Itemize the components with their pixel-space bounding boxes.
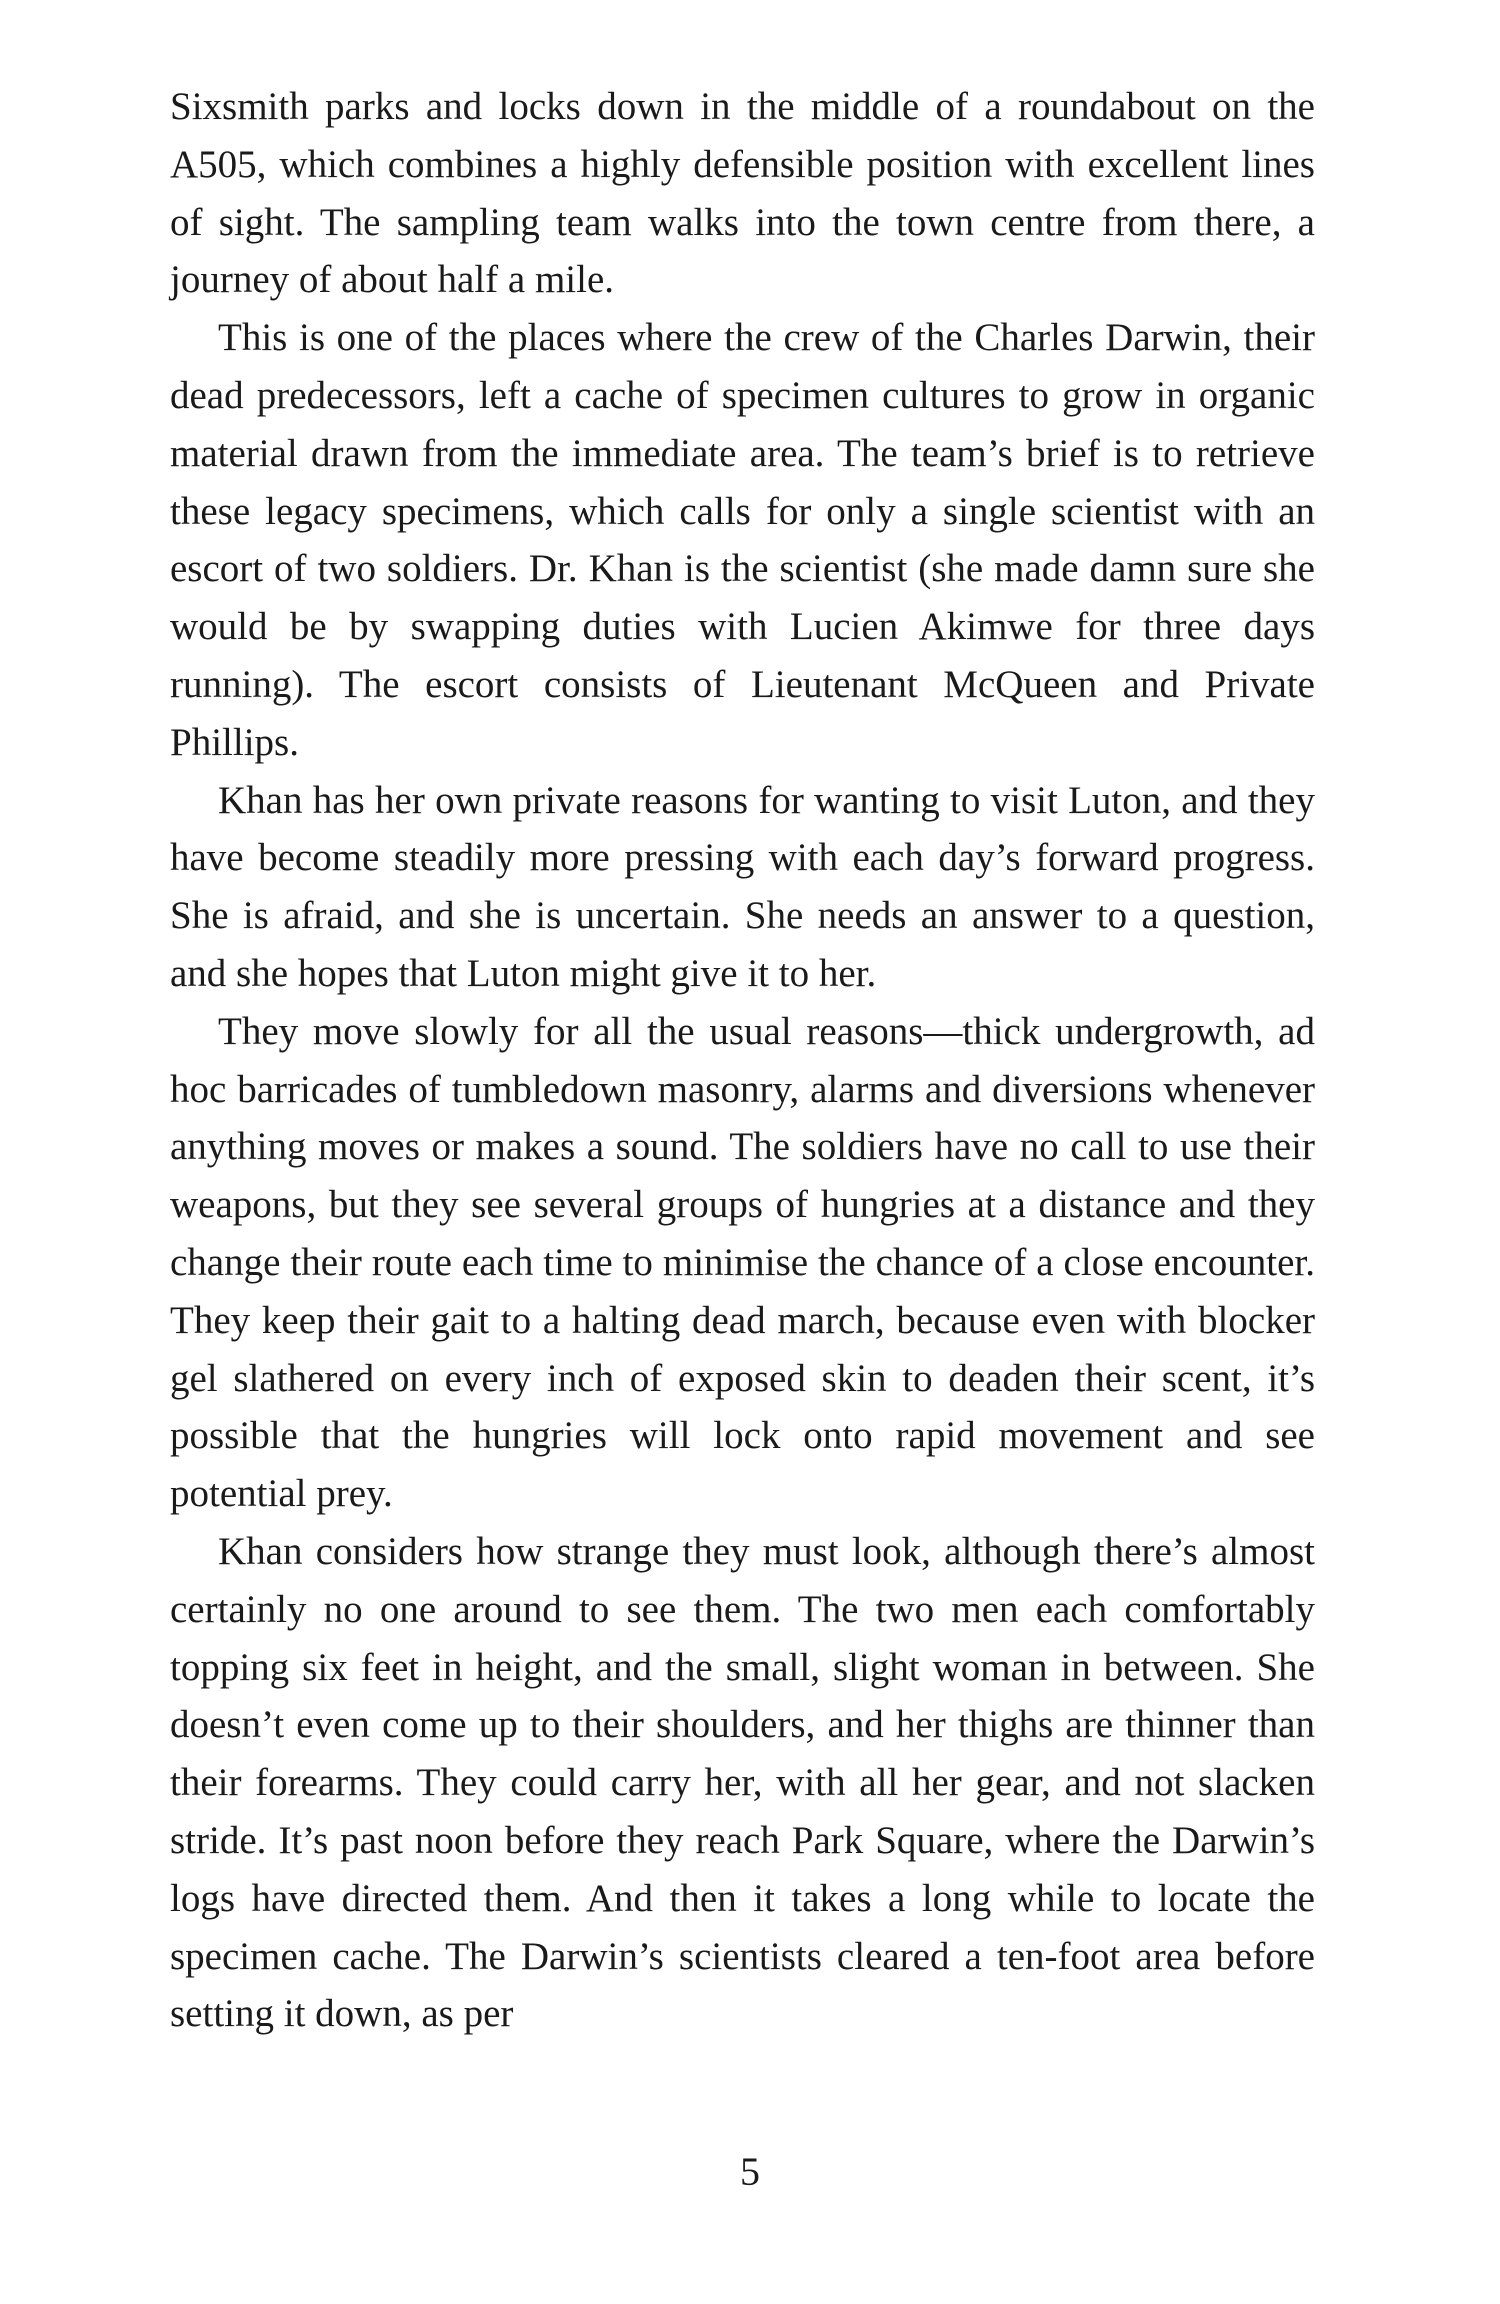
paragraph-4: They move slowly for all the usual reasons—thick undergrowth, ad hoc barricades of tumbledown masonry, alarms and diversions whenever anything moves or makes a sound. The soldiers have no call to use their weapons, but they see several groups of hungries at a distance and they change their route each time to minimise the chance of a close encounter. They keep their gait to a halting dead march, because even with blocker gel slathered on every inch of exposed skin to deaden their scent, it’s possible that the hungries will lock onto rapid movement and see potential prey. [170, 1009, 1315, 1516]
paragraph-2: This is one of the places where the crew of the Charles Darwin, their dead predecessors, left a cache of specimen cultures to grow in organic material drawn from the immediate area. The team’s brief is to retrieve these legacy specimens, which calls for only a single scientist with an escort of two soldiers. Dr. Khan is the scientist (she made damn sure she would be by swapping duties with Lucien Akimwe for three days running). The escort consists of Lieutenant McQueen and Private Phillips. [170, 316, 1315, 764]
book-page-body [170, 78, 1315, 2043]
paragraph-1: Sixsmith parks and locks down in the middle of a roundabout on the A505, which combines a highly defensible position with excellent lines of sight. The sampling team walks into the town centre from there, a journey of about half a mile. [170, 85, 1315, 302]
paragraph-3: Khan has her own private reasons for wanting to visit Luton, and they have become steadily more pressing with each day’s forward progress. She is afraid, and she is uncertain. She needs an answer to a question, and she hopes that Luton might give it to her. [170, 778, 1315, 995]
paragraph-5: Khan considers how strange they must look, although there’s almost certainly no one around to see them. The two men each comfortably topping six feet in height, and the small, slight woman in between. She doesn’t even come up to their shoulders, and her thighs are thinner than their forearms. They could carry her, with all her gear, and not slacken stride. It’s past noon before they reach Park Square, where the Darwin’s logs have directed them. And then it takes a long while to locate the specimen cache. The Darwin’s scientists cleared a ten-foot area before setting it down, as per [170, 1529, 1315, 2036]
page-number: 5 [740, 2149, 760, 2194]
